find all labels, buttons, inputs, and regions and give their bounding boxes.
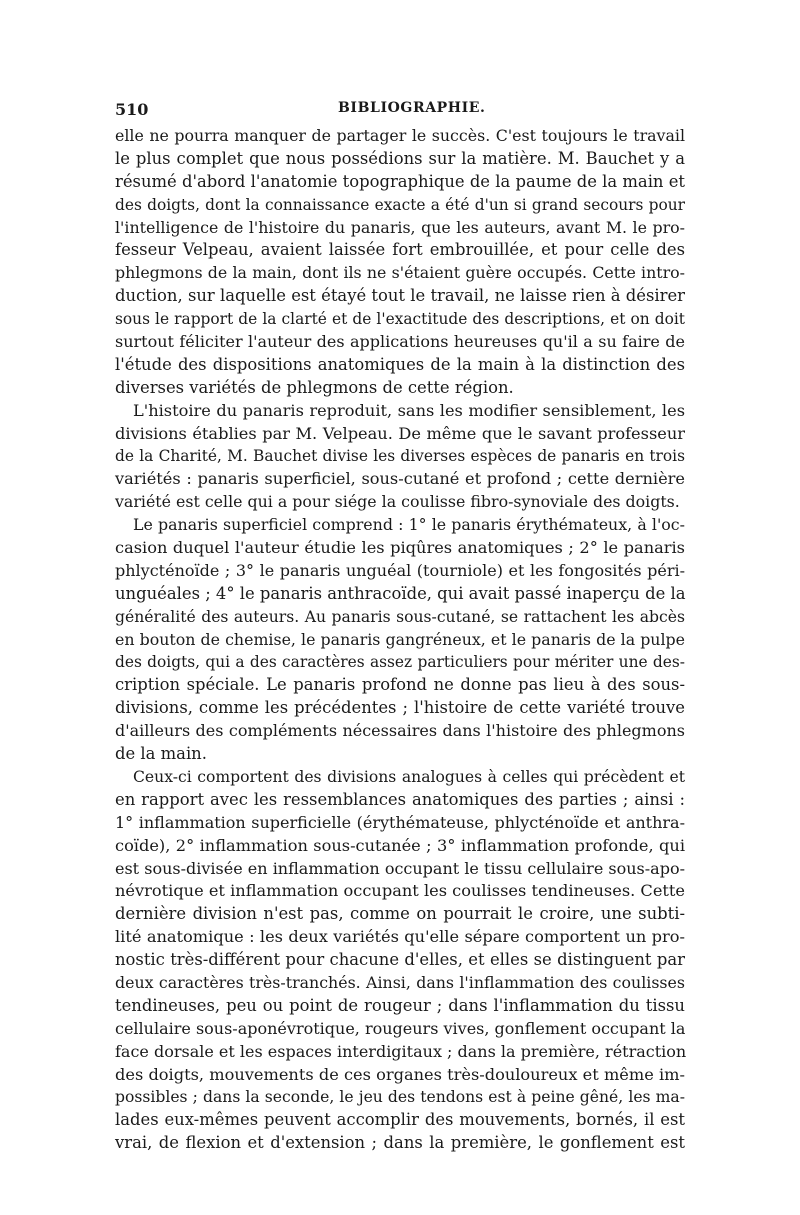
- text-line: vrai, de flexion et d'extension ; dans la première, le gonflement est: [115, 1133, 685, 1153]
- text-line: le plus complet que nous possédions sur la matière. M. Bauchet y a: [115, 148, 685, 168]
- page-number: 510: [115, 100, 149, 119]
- text-line: cellulaire sous-aponévrotique, rougeurs vives, gonflement occupant la: [115, 1018, 686, 1038]
- text-line: face dorsale et les espaces interdigitaux ; dans la première, rétraction: [115, 1041, 687, 1061]
- text-line: des doigts, dont la connaissance exacte a été d'un si grand secours pour: [115, 195, 685, 214]
- text-line: elle ne pourra manquer de partager le succès. C'est toujours le travail: [115, 126, 685, 145]
- text-line: en rapport avec les ressemblances anatomiques des parties ; ainsi :: [115, 789, 685, 809]
- text-line: Ceux-ci comportent des divisions analogues à celles qui précèdent et: [133, 767, 685, 786]
- text-line: lades eux-mêmes peuvent accomplir des mouvements, bornés, il est: [115, 1110, 685, 1130]
- page-header: [115, 100, 685, 124]
- text-line: dernière division n'est pas, comme on pourrait le croire, une subti-: [115, 904, 685, 924]
- text-line: de la Charité, M. Bauchet divise les diverses espèces de panaris en trois: [115, 447, 685, 466]
- text-line: en bouton de chemise, le panaris gangréneux, et le panaris de la pulpe: [115, 629, 685, 649]
- text-line: l'intelligence de l'histoire du panaris, que les auteurs, avant M. le pro-: [115, 217, 685, 237]
- text-line: diverses variétés de phlegmons de cette région.: [115, 377, 514, 397]
- text-line: surtout féliciter l'auteur des applications heureuses qu'il a su faire de: [115, 332, 685, 352]
- text-line: des doigts, qui a des caractères assez particuliers pour mériter une des-: [115, 653, 685, 672]
- text-line: généralité des auteurs. Au panaris sous-cutané, se rattachent les abcès: [115, 607, 685, 626]
- text-line: nostic très-différent pour chacune d'elles, et elles se distinguent par: [115, 950, 685, 970]
- text-line: variété est celle qui a pour siége la coulisse fibro-synoviale des doigts.: [115, 492, 680, 512]
- text-line: coïde), 2° inflammation sous-cutanée ; 3° inflammation profonde, qui: [115, 835, 685, 855]
- text-line: d'ailleurs des compléments nécessaires dans l'histoire des phlegmons: [115, 721, 685, 741]
- text-line: L'histoire du panaris reproduit, sans les modifier sensiblement, les: [133, 400, 685, 420]
- text-line: Le panaris superficiel comprend : 1° le panaris érythémateux, à l'oc-: [133, 515, 685, 535]
- text-line: fesseur Velpeau, avaient laissée fort embrouillée, et pour celle des: [115, 240, 685, 260]
- text-line: possibles ; dans la seconde, le jeu des tendons est à peine gêné, les ma-: [115, 1088, 685, 1107]
- text-line: duction, sur laquelle est étayé tout le travail, ne laisse rien à désirer: [115, 286, 685, 306]
- body-text: [115, 125, 685, 1155]
- running-head: BIBLIOGRAPHIE.: [338, 100, 486, 116]
- text-line: névrotique et inflammation occupant les coulisses tendineuses. Cette: [115, 881, 685, 901]
- text-line: est sous-divisée en inflammation occupant le tissu cellulaire sous-apo-: [115, 858, 685, 878]
- text-line: résumé d'abord l'anatomie topographique de la paume de la main et: [115, 171, 685, 191]
- text-line: unguéales ; 4° le panaris anthracoïde, qui avait passé inaperçu de la: [115, 583, 686, 603]
- text-line: divisions, comme les précédentes ; l'histoire de cette variété trouve: [115, 698, 685, 718]
- text-line: de la main.: [115, 744, 207, 764]
- text-line: cription spéciale. Le panaris profond ne donne pas lieu à des sous-: [115, 675, 685, 695]
- text-line: sous le rapport de la clarté et de l'exactitude des descriptions, et on doit: [115, 310, 685, 329]
- text-line: phlycténoïde ; 3° le panaris unguéal (tourniole) et les fongosités péri-: [115, 560, 685, 580]
- text-line: variétés : panaris superficiel, sous-cutané et profond ; cette dernière: [115, 469, 685, 489]
- text-line: phlegmons de la main, dont ils ne s'étaient guère occupés. Cette intro-: [115, 263, 685, 283]
- text-line: 1° inflammation superficielle (érythémateuse, phlycténoïde et anthra-: [115, 812, 685, 832]
- text-line: casion duquel l'auteur étudie les piqûres anatomiques ; 2° le panaris: [115, 538, 685, 558]
- text-line: tendineuses, peu ou point de rougeur ; dans l'inflammation du tissu: [115, 995, 685, 1015]
- text-line: divisions établies par M. Velpeau. De même que le savant professeur: [115, 423, 685, 443]
- text-line: des doigts, mouvements de ces organes très-douloureux et même im-: [115, 1064, 685, 1084]
- text-line: deux caractères très-tranchés. Ainsi, dans l'inflammation des coulisses: [115, 972, 685, 992]
- text-line: lité anatomique : les deux variétés qu'elle sépare comportent un pro-: [115, 927, 685, 947]
- text-line: l'étude des dispositions anatomiques de la main à la distinction des: [115, 354, 685, 374]
